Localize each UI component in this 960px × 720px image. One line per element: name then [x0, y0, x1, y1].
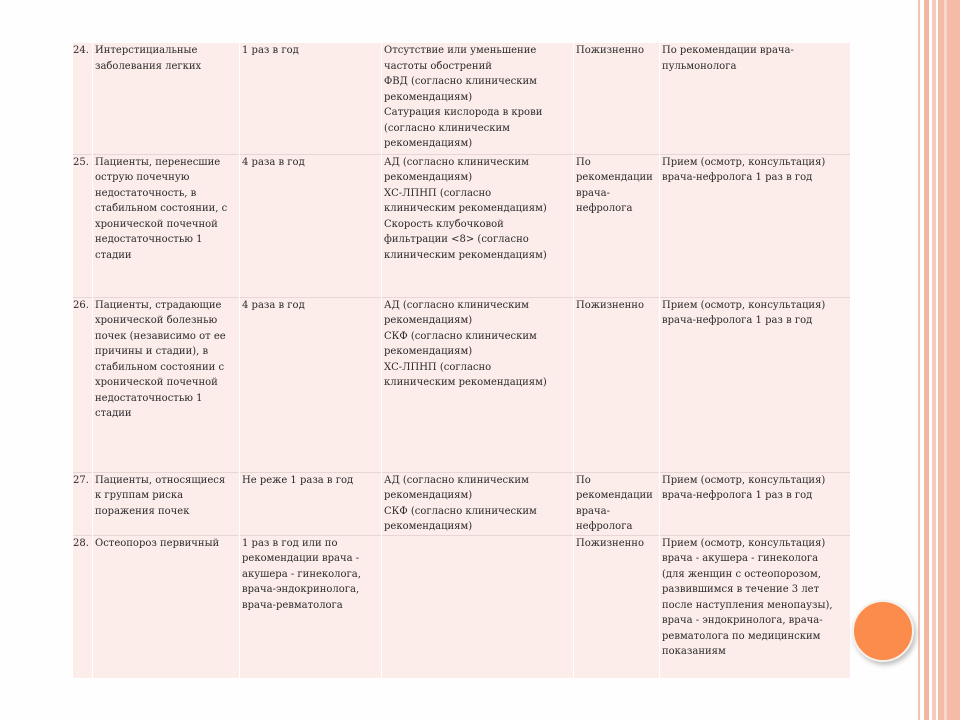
frequency-cell: 4 раза в год — [240, 297, 382, 472]
table-row — [73, 535, 851, 678]
parameters-cell: АД (согласно клиническим рекомендациям) ХС-ЛПНП (согласно клиническим рекомендациям) Скорость клубочковой фильтрации <8> (согласно клиническим рекомендациям) — [382, 154, 574, 297]
parameters-cell: АД (согласно клиническим рекомендациям) СКФ (согласно клиническим рекомендациям) — [382, 472, 574, 535]
row-number: 26. — [73, 297, 93, 472]
row-number: 24. — [73, 43, 93, 154]
category-cell: Пациенты, страдающие хронической болезнью почек (независимо от ее причины и стадии), в стабильном состоянии с хронической почечной недостаточностью 1 стадии — [93, 297, 240, 472]
duration-cell: Пожизненно — [574, 297, 660, 472]
decorative-stripe — [938, 0, 960, 720]
parameters-cell: АД (согласно клиническим рекомендациям) СКФ (согласно клиническим рекомендациям) ХС-ЛПНП (согласно клиническим рекомендациям) — [382, 297, 574, 472]
parameters-cell: Отсутствие или уменьшение частоты обострений ФВД (согласно клиническим рекомендациям) Сатурация кислорода в крови (согласно клиническим рекомендациям) — [382, 43, 574, 154]
decorative-stripe — [944, 0, 947, 720]
decorative-stripe — [932, 0, 936, 720]
decorative-stripe — [924, 0, 929, 720]
frequency-cell: 4 раза в год — [240, 154, 382, 297]
duration-cell: Пожизненно — [574, 535, 660, 678]
frequency-cell: Не реже 1 раза в год — [240, 472, 382, 535]
category-cell: Остеопороз первичный — [93, 535, 240, 678]
recommendations-cell: По рекомендации врача- пульмонолога — [660, 43, 851, 154]
decorative-circle — [852, 600, 914, 662]
recommendations-cell: Прием (осмотр, консультация) врача-нефролога 1 раз в год — [660, 472, 851, 535]
duration-cell: Пожизненно — [574, 43, 660, 154]
observation-table — [72, 43, 851, 678]
row-number: 28. — [73, 535, 93, 678]
table-row — [73, 472, 851, 535]
recommendations-cell: Прием (осмотр, консультация) врача - акушера - гинеколога (для женщин с остеопорозом, развившимся в течение 3 лет после наступления менопаузы), врача - эндокринолога, врача- ревматолога по медицинским показаниям — [660, 535, 851, 678]
duration-cell: По рекомендации врача- нефролога — [574, 472, 660, 535]
category-cell: Пациенты, перенесшие острую почечную недостаточность, в стабильном состоянии, с хронической почечной недостаточностью 1 стадии — [93, 154, 240, 297]
recommendations-cell: Прием (осмотр, консультация) врача-нефролога 1 раз в год — [660, 154, 851, 297]
recommendations-cell: Прием (осмотр, консультация) врача-нефролога 1 раз в год — [660, 297, 851, 472]
decorative-stripe — [918, 0, 920, 720]
row-number: 25. — [73, 154, 93, 297]
category-cell: Интерстициальные заболевания легких — [93, 43, 240, 154]
parameters-cell — [382, 535, 574, 678]
table-row — [73, 154, 851, 297]
table-row — [73, 43, 851, 154]
row-number: 27. — [73, 472, 93, 535]
frequency-cell: 1 раз в год или по рекомендации врача - акушера - гинеколога, врача-эндокринолога, врача-ревматолога — [240, 535, 382, 678]
frequency-cell: 1 раз в год — [240, 43, 382, 154]
duration-cell: По рекомендации врача- нефролога — [574, 154, 660, 297]
category-cell: Пациенты, относящиеся к группам риска поражения почек — [93, 472, 240, 535]
table-row — [73, 297, 851, 472]
